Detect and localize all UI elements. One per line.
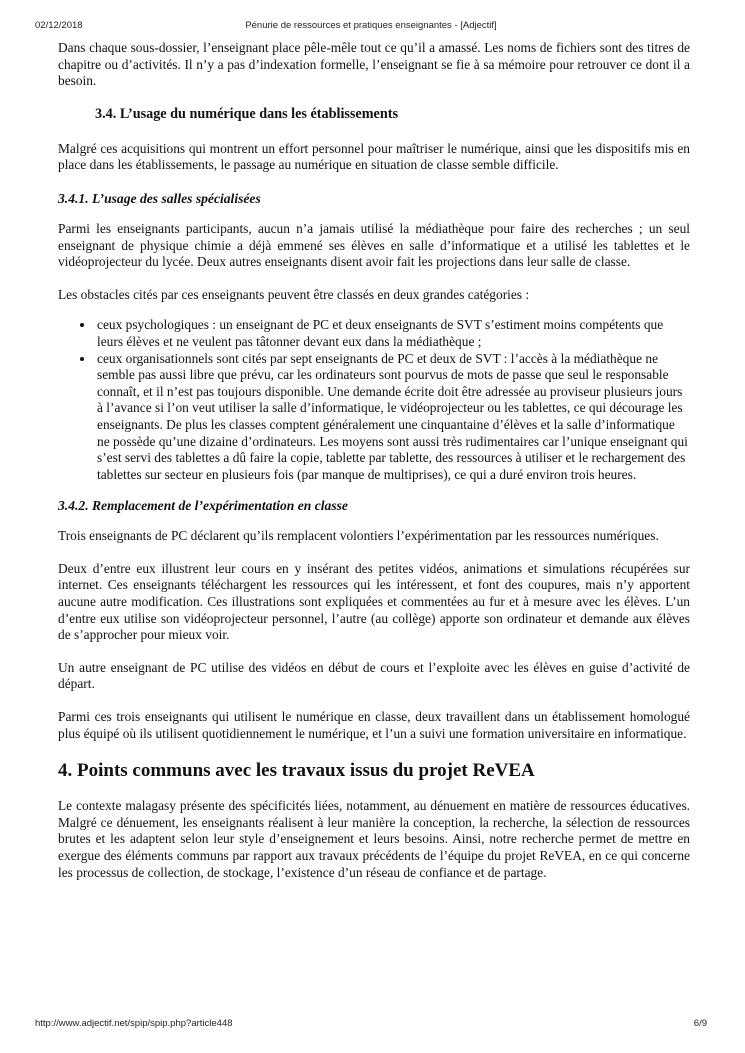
- page-url: http://www.adjectif.net/spip/spip.php?article448: [35, 1018, 233, 1029]
- paragraph-3-4-2-d: Parmi ces trois enseignants qui utilisent le numérique en classe, deux travaillent dans un établissement homologué plus équipé où ils utilisent quotidiennement le numérique, et l’un a suivi une formation universitaire en informatique.: [58, 709, 690, 741]
- section-heading-3-4-2: 3.4.2. Remplacement de l’expérimentation en classe: [58, 498, 348, 514]
- page-number: 6/9: [693, 1018, 707, 1029]
- section-heading-4: 4. Points communs avec les travaux issus du projet ReVEA: [58, 760, 535, 782]
- print-header: [35, 20, 707, 34]
- print-date: 02/12/2018: [35, 20, 83, 31]
- paragraph-3-4: Malgré ces acquisitions qui montrent un effort personnel pour maîtriser le numérique, ainsi que les dispositifs mis en place dans les établissements, le passage au numérique en situation de classe semble difficile.: [58, 140, 690, 173]
- article-content: [58, 40, 690, 897]
- section-heading-3-4-1: 3.4.1. L’usage des salles spécialisées: [58, 190, 261, 206]
- paragraph-3-4-2-b: Deux d’entre eux illustrent leur cours en y insérant des petites vidéos, animations et simulations récupérées sur internet. Ces enseignants téléchargent les ressources qui les intéressent, et font des coupures, mais n’y apportent aucune autre modification. Ces illustrations sont expliquées et commentées au fur et à mesure avec les élèves. L’un d’entre eux utilise son vidéoprojecteur personnel, l’autre (au collège) apporte son ordinateur et demande aux élèves de s’approcher pour mieux voir.: [58, 560, 690, 643]
- print-footer: [35, 1018, 707, 1032]
- paragraph-3-4-1-b: Les obstacles cités par ces enseignants peuvent être classés en deux grandes catégories :: [58, 286, 530, 302]
- paragraph-3-4-1-a: Parmi les enseignants participants, aucun n’a jamais utilisé la médiathèque pour faire des recherches ; un seul enseignant de physique chimie a déjà emmené ses élèves en salle d’informatique et a utilisé les tablettes et le vidéoprojecteur du lycée. Deux autres enseignants disent avoir fait les projections dans leur salle de classe.: [58, 220, 690, 270]
- obstacles-list: [58, 317, 690, 483]
- section-heading-3-4: 3.4. L’usage du numérique dans les établissements: [95, 105, 398, 122]
- paragraph-3-4-2-a: Trois enseignants de PC déclarent qu’ils remplacent volontiers l’expérimentation par les ressources numériques.: [58, 528, 659, 544]
- list-item: • ceux organisationnels sont cités par sept enseignants de PC et deux de SVT : l’accès à la médiathèque ne semble pas aussi libre que prévu, car les ordinateurs sont pourvus de mots de passe que seul le responsable connaît, et il n’est pas toujours disponible. Une demande écrite doit être adressée au proviseur plusieurs jours à l’avance si l’on veut utiliser la salle d’informatique, le vidéoprojecteur ou les tablettes, ce qui décourage les enseignants. De plus les classes comptent généralement une cinquantaine d’élèves et la salle d’informatique ne possède qu’une dizaine d’ordinateurs. Les moyens sont aussi très rudimentaires car l’unique enseignant qui s’est servi des tablettes a dû faire la copie, tablette par tablette, des ressources à utiliser et le rechargement des tablettes sur secteur en plusieurs fois (par manque de multiprises), ce qui a duré environ trois heures.: [95, 351, 690, 484]
- paragraph-3-4-2-c: Un autre enseignant de PC utilise des vidéos en début de cours et l’exploite avec les élèves en guise d’activité de départ.: [58, 659, 690, 692]
- page-title: Pénurie de ressources et pratiques enseignantes - [Adjectif]: [245, 20, 497, 31]
- paragraph-intro: Dans chaque sous-dossier, l’enseignant place pêle-mêle tout ce qu’il a amassé. Les noms de fichiers sont des titres de chapitre ou d’activités. Il n’y a pas d’indexation formelle, l’enseignant se fie à sa mémoire pour retrouver ce dont il a besoin.: [58, 40, 690, 89]
- paragraph-4: Le contexte malagasy présente des spécificités liées, notamment, au dénuement en matière de ressources éducatives. Malgré ce dénuement, les enseignants réalisent à leur manière la conception, la recherche, la sélection de ressources brutes et les adaptent selon leur style d’enseignement et leurs besoins. Ainsi, notre recherche permet de mettre en exergue des éléments communs par rapport aux travaux précédents de l’équipe du projet ReVEA, en ce qui concerne les processus de collection, de stockage, l’existence d’un réseau de confiance et de partage.: [58, 798, 690, 880]
- list-item: • ceux psychologiques : un enseignant de PC et deux enseignants de SVT s’estiment moins compétents que leurs élèves et ne veulent pas tâtonner devant eux dans la médiathèque ;: [95, 317, 690, 350]
